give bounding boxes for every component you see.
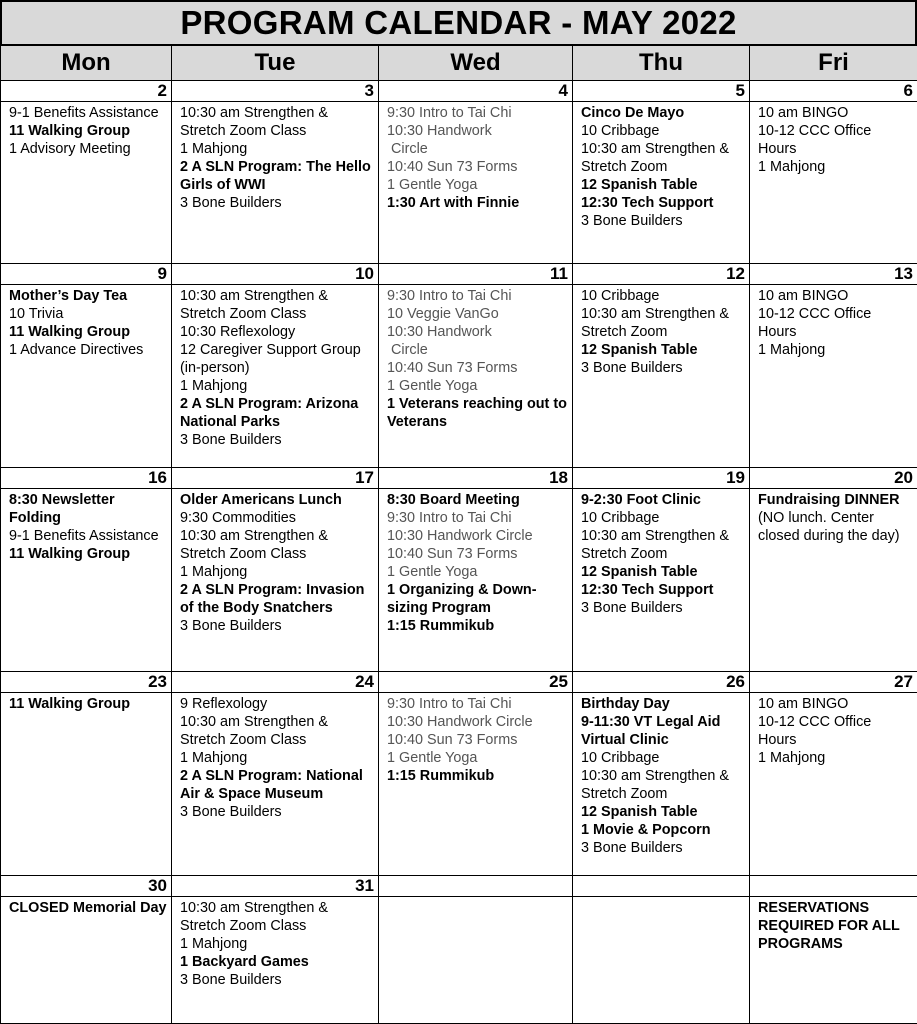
event-item: 1 Mahjong: [180, 750, 248, 766]
event-item: 9:30 Intro to Tai Chi: [387, 288, 512, 304]
event-item: 12:30 Tech Support: [581, 582, 714, 598]
event-item: 10-12 CCC Office Hours: [758, 714, 876, 748]
event-item: 8:30 Newsletter Folding: [9, 492, 119, 526]
event-item: 2 A SLN Program: National Air & Space Museum: [180, 768, 367, 802]
event-item: 11 Walking Group: [9, 546, 131, 562]
day-cell: [573, 672, 750, 876]
event-item: 10:30 am Strengthen & Stretch Zoom Class: [180, 528, 333, 562]
day-number: 18: [379, 468, 572, 489]
event-list: [172, 897, 378, 989]
event-item: 12 Spanish Table: [581, 564, 698, 580]
event-item: 10 Cribbage: [581, 288, 660, 304]
event-item: 3 Bone Builders: [180, 618, 282, 634]
event-item: 1 Mahjong: [180, 378, 248, 394]
event-item: 1:30 Art with Finnie: [387, 195, 520, 211]
event-list: [750, 897, 917, 953]
event-item: 10:40 Sun 73 Forms: [387, 732, 518, 748]
day-cell: [172, 876, 379, 1024]
event-item: 1 Advisory Meeting: [9, 141, 131, 157]
event-item: 12 Caregiver Support Group (in-person): [180, 342, 365, 376]
event-list: [1, 489, 171, 563]
event-item: 10:40 Sun 73 Forms: [387, 546, 518, 562]
event-list: [379, 102, 572, 212]
day-cell: [750, 81, 917, 264]
event-item: 10 am BINGO: [758, 105, 849, 121]
event-item: Birthday Day: [581, 696, 670, 712]
day-cell: [379, 81, 573, 264]
event-item: 10-12 CCC Office Hours: [758, 123, 876, 157]
day-header-wed: Wed: [379, 46, 573, 81]
event-item: 10 Cribbage: [581, 510, 660, 526]
day-cell: [1, 672, 172, 876]
event-item: 10:30 Reflexology: [180, 324, 296, 340]
day-number: 23: [1, 672, 171, 693]
day-number: 10: [172, 264, 378, 285]
event-item: 10:30 am Strengthen & Stretch Zoom: [581, 528, 734, 562]
event-list: [573, 897, 749, 899]
event-list: [379, 693, 572, 785]
event-item: 10:30 am Strengthen & Stretch Zoom Class: [180, 714, 333, 748]
day-number: 24: [172, 672, 378, 693]
event-item: 1 Gentle Yoga: [387, 177, 478, 193]
event-item: 1 Mahjong: [758, 159, 826, 175]
event-item: 10:30 Handwork Circle: [387, 123, 492, 157]
event-item: 3 Bone Builders: [180, 972, 282, 988]
event-item: 10:40 Sun 73 Forms: [387, 159, 518, 175]
event-item: 10:30 am Strengthen & Stretch Zoom Class: [180, 900, 333, 934]
day-number: 3: [172, 81, 378, 102]
event-item: 1 Mahjong: [180, 564, 248, 580]
event-item: 12 Spanish Table: [581, 342, 698, 358]
event-item: 1 Gentle Yoga: [387, 750, 478, 766]
event-item: 1 Mahjong: [758, 750, 826, 766]
event-item: Fundraising DINNER: [758, 492, 900, 508]
day-header-fri: Fri: [750, 46, 917, 81]
day-number: 5: [573, 81, 749, 102]
event-list: [1, 102, 171, 158]
event-item: 10:30 am Strengthen & Stretch Zoom: [581, 141, 734, 175]
day-number: 6: [750, 81, 917, 102]
day-cell: [172, 81, 379, 264]
day-cell: [379, 264, 573, 468]
day-cell: [1, 264, 172, 468]
day-number: 17: [172, 468, 378, 489]
event-item: 1 Backyard Games: [180, 954, 309, 970]
day-number: 31: [172, 876, 378, 897]
event-item: 10-12 CCC Office Hours: [758, 306, 876, 340]
day-cell: [573, 81, 750, 264]
event-item: 3 Bone Builders: [581, 213, 683, 229]
event-item: 10:30 am Strengthen & Stretch Zoom Class: [180, 288, 333, 322]
day-cell: [379, 468, 573, 672]
event-item: 1 Mahjong: [180, 936, 248, 952]
event-item: 11 Walking Group: [9, 123, 131, 139]
event-list: [573, 489, 749, 617]
event-item: 9-2:30 Foot Clinic: [581, 492, 701, 508]
page-title: PROGRAM CALENDAR - MAY 2022: [0, 0, 917, 46]
event-item: 10 Veggie VanGo: [387, 306, 499, 322]
calendar-grid: [0, 46, 917, 1024]
event-item: 10:40 Sun 73 Forms: [387, 360, 518, 376]
event-item: 3 Bone Builders: [180, 195, 282, 211]
event-item: 10:30 Handwork Circle: [387, 714, 533, 730]
day-cell: [1, 81, 172, 264]
event-item: 1 Organizing & Down-sizing Program: [387, 582, 537, 616]
event-item: 3 Bone Builders: [180, 804, 282, 820]
event-item: Mother’s Day Tea: [9, 288, 128, 304]
day-number: [379, 876, 572, 897]
event-list: [379, 285, 572, 431]
event-list: [750, 693, 917, 767]
day-cell: [379, 672, 573, 876]
day-cell: [1, 468, 172, 672]
event-list: [573, 102, 749, 230]
day-header-thu: Thu: [573, 46, 750, 81]
day-cell: [750, 876, 917, 1024]
event-item: 10:30 am Strengthen & Stretch Zoom Class: [180, 105, 333, 139]
day-cell: [172, 264, 379, 468]
event-item: 9:30 Commodities: [180, 510, 296, 526]
event-item: 11 Walking Group: [9, 696, 131, 712]
event-list: [1, 897, 171, 917]
day-cell: [573, 468, 750, 672]
event-item: 10:30 Handwork Circle: [387, 528, 533, 544]
event-item: 9-11:30 VT Legal Aid Virtual Clinic: [581, 714, 725, 748]
event-item: RESERVATIONS REQUIRED FOR ALL PROGRAMS: [758, 900, 904, 952]
event-list: [1, 693, 171, 713]
event-list: [172, 489, 378, 635]
day-header-mon: Mon: [1, 46, 172, 81]
event-item: 2 A SLN Program: Arizona National Parks: [180, 396, 363, 430]
event-list: [750, 102, 917, 176]
event-item: 11 Walking Group: [9, 324, 131, 340]
event-list: [379, 897, 572, 899]
event-list: [172, 102, 378, 212]
event-item: 10 Cribbage: [581, 750, 660, 766]
day-number: 4: [379, 81, 572, 102]
event-list: [750, 285, 917, 359]
event-list: [750, 489, 917, 545]
day-cell: [1, 876, 172, 1024]
event-item: CLOSED Memorial Day: [9, 900, 167, 916]
day-number: [573, 876, 749, 897]
event-item: 1 Veterans reaching out to Veterans: [387, 396, 571, 430]
day-cell: [750, 264, 917, 468]
day-cell: [172, 468, 379, 672]
day-number: 9: [1, 264, 171, 285]
day-number: 13: [750, 264, 917, 285]
event-item: 12:30 Tech Support: [581, 195, 714, 211]
event-item: 3 Bone Builders: [581, 840, 683, 856]
event-list: [172, 693, 378, 821]
event-item: 1 Advance Directives: [9, 342, 144, 358]
event-item: Cinco De Mayo: [581, 105, 685, 121]
event-item: 1 Movie & Popcorn: [581, 822, 711, 838]
event-item: (NO lunch. Center closed during the day): [758, 510, 900, 544]
event-item: 9-1 Benefits Assistance: [9, 528, 159, 544]
day-number: 12: [573, 264, 749, 285]
event-item: 3 Bone Builders: [180, 432, 282, 448]
event-item: 8:30 Board Meeting: [387, 492, 520, 508]
day-cell: [750, 672, 917, 876]
day-number: 20: [750, 468, 917, 489]
event-item: 3 Bone Builders: [581, 600, 683, 616]
event-item: 9-1 Benefits Assistance: [9, 105, 159, 121]
event-item: 12 Spanish Table: [581, 804, 698, 820]
day-cell: [172, 672, 379, 876]
day-cell: [750, 468, 917, 672]
event-item: 2 A SLN Program: Invasion of the Body Snatchers: [180, 582, 369, 616]
event-item: 1 Mahjong: [758, 342, 826, 358]
event-item: 12 Spanish Table: [581, 177, 698, 193]
event-item: 2 A SLN Program: The Hello Girls of WWI: [180, 159, 375, 193]
event-list: [172, 285, 378, 449]
day-cell: [573, 264, 750, 468]
day-number: 27: [750, 672, 917, 693]
event-list: [573, 693, 749, 857]
event-item: 3 Bone Builders: [581, 360, 683, 376]
event-item: 10:30 am Strengthen & Stretch Zoom: [581, 306, 734, 340]
event-list: [573, 285, 749, 377]
event-item: 9:30 Intro to Tai Chi: [387, 510, 512, 526]
event-item: 9:30 Intro to Tai Chi: [387, 105, 512, 121]
event-item: 1:15 Rummikub: [387, 768, 495, 784]
event-item: 1 Gentle Yoga: [387, 378, 478, 394]
day-number: [750, 876, 917, 897]
day-number: 16: [1, 468, 171, 489]
event-item: 10:30 Handwork Circle: [387, 324, 492, 358]
event-item: Older Americans Lunch: [180, 492, 342, 508]
event-item: 1:15 Rummikub: [387, 618, 495, 634]
day-number: 26: [573, 672, 749, 693]
day-number: 25: [379, 672, 572, 693]
event-item: 10 Cribbage: [581, 123, 660, 139]
event-list: [379, 489, 572, 635]
day-number: 2: [1, 81, 171, 102]
event-item: 10 am BINGO: [758, 288, 849, 304]
day-number: 30: [1, 876, 171, 897]
day-number: 19: [573, 468, 749, 489]
event-item: 10 am BINGO: [758, 696, 849, 712]
day-header-tue: Tue: [172, 46, 379, 81]
event-item: 1 Gentle Yoga: [387, 564, 478, 580]
event-item: 10:30 am Strengthen & Stretch Zoom: [581, 768, 734, 802]
event-item: 9:30 Intro to Tai Chi: [387, 696, 512, 712]
day-cell: [573, 876, 750, 1024]
event-item: 1 Mahjong: [180, 141, 248, 157]
day-cell: [379, 876, 573, 1024]
day-number: 11: [379, 264, 572, 285]
event-item: 10 Trivia: [9, 306, 64, 322]
event-item: 9 Reflexology: [180, 696, 268, 712]
event-list: [1, 285, 171, 359]
